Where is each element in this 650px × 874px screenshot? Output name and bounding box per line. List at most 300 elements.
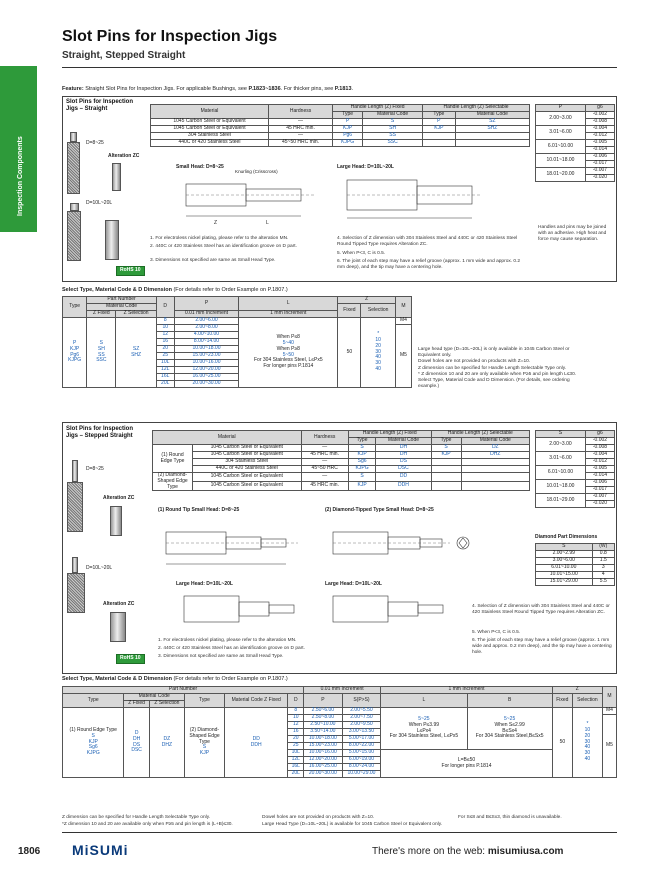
fixed-col-header: Handle Length (Z) Fixed (348, 431, 431, 438)
small-head-label: Small Head: D=8~25 (176, 164, 224, 170)
table-cell: -0.008 (585, 445, 614, 452)
m-cell: M5 (395, 325, 411, 388)
code-header: Material Code (455, 112, 529, 119)
section2-note-1: 1. For electroless nickel plating, please refer to the alteration MN. (158, 638, 297, 643)
col-material-code: Material Code (124, 694, 185, 701)
col-p: P (304, 694, 343, 708)
section2-d-small: D=8~25 (86, 466, 104, 472)
table-cell: 3.00~6.00 (536, 558, 593, 565)
s-cell: 2.00~7.50 (342, 715, 381, 722)
z-selection-cell: * 10 20 30 40 30 40 (361, 318, 395, 388)
section1-note-4: 4. Selection of Z dimension with 304 Stainless Steel and 440C or 420 Stainless Steel Round Tipped Type requires Alteration ZC. (337, 236, 518, 248)
round-tip-label: (1) Round Tip Small Head: D=8~25 (158, 507, 240, 513)
d-cell: 16L (156, 374, 174, 381)
sel1-note-1: Large head type (D=10L~20L) is only available in 1045 Carbon Steel or Equivalent only. (418, 347, 570, 359)
d-cell: 20 (288, 736, 304, 743)
section1-note-1: 1. For electroless nickel plating, please refer to the alteration MN. (150, 236, 289, 241)
p-cell: 15.00~23.00 (174, 353, 239, 360)
section2-material-table (152, 430, 530, 491)
table-cell: 45 HRC min. (268, 126, 332, 133)
material-code: DDH (376, 482, 431, 491)
z-selection-cell: * 10 20 30 40 30 40 (572, 708, 602, 778)
stepped-pin-alt (110, 506, 122, 536)
table-cell: -0.008 (585, 119, 614, 126)
footer-web-link[interactable]: misumiusa.com (487, 846, 564, 857)
col-part-number: Part Number (63, 687, 304, 694)
stepped-pin-small-handle (67, 482, 83, 532)
sel2-l: 5~25 When P≤3.99 L≤Px4 For 304 Stainless Steel, L≤Px5 (381, 708, 467, 750)
p-cell: 2.00~8.00 (174, 325, 239, 332)
table-cell (423, 140, 456, 147)
table-cell: 1045 Carbon Steel or Equivalent (193, 452, 302, 459)
col-b: B (467, 694, 552, 708)
feature-ref-thicker[interactable]: P.1813 (334, 86, 352, 92)
g6-note: Handles and pins may be joined with an adhesive. High heat and force may cause separation. (538, 225, 607, 243)
section1-note-5: 5. When P<3, C is 0.5. (337, 251, 386, 256)
col-l: L (239, 297, 338, 311)
d-cell: 12L (288, 757, 304, 764)
table-cell: 3.01~6.00 (536, 452, 586, 466)
sel1-note: (For details refer to Order Example on P.1807.) (173, 287, 288, 293)
p-cell: 20.00~30.00 (304, 771, 343, 778)
p-cell: 10.00~18.00 (174, 346, 239, 353)
type-code: Pg6 (333, 133, 363, 140)
sel2-title: Select Type, Material Code & D Dimension (62, 676, 172, 682)
material-code: DD (376, 473, 431, 482)
material-code: S (363, 119, 423, 126)
table-cell: 45 HRC min. (301, 482, 348, 491)
sel1-sel-codes: SZ SHZ (116, 318, 156, 388)
d-cell: 10L (156, 360, 174, 367)
p-cell: 10.00~16.00 (304, 750, 343, 757)
d-cell: 8 (288, 708, 304, 715)
pin-image-large-handle (67, 211, 81, 261)
s-cell: 2.00~5.50 (342, 708, 381, 715)
material-code: DZ (461, 445, 529, 452)
material-code: SHZ (455, 126, 529, 133)
section1-name: Slot Pins for Inspection Jigs – Straight (66, 99, 134, 112)
d-cell: 20L (156, 381, 174, 388)
page-subtitle: Straight, Stepped Straight (62, 50, 186, 61)
large-head-drawing (337, 172, 487, 227)
table-cell: -0.006 (585, 154, 614, 161)
d-cell: 20 (156, 346, 174, 353)
p-cell: 12.00~20.00 (174, 367, 239, 374)
type-code: KJP (423, 126, 456, 133)
table-cell: 10.01~18.00 (536, 480, 586, 494)
s-header: S (536, 544, 593, 551)
s-cell: 3.00~13.50 (342, 729, 381, 736)
sel2-note-5: For S≤8 and B≤Sx3, thin diamond is unavailable. (458, 815, 562, 820)
table-cell: 2.00~3.00 (536, 112, 586, 126)
material-code: DSC (376, 466, 431, 473)
table-cell: 1045 Carbon Steel or Equivalent (193, 482, 302, 491)
col-m: M (602, 687, 616, 708)
section2-alteration2: Alteration ZC (103, 601, 135, 607)
table-cell: 10.01~15.00 (536, 572, 593, 579)
side-tab (0, 66, 37, 232)
feature-label: Feature: (62, 86, 84, 92)
section2-note-4: 4. Selection of Z dimension with 304 Stainless Steel and 440C or 420 Stainless Steel Round Tipped Type requires Alteration ZC. (472, 604, 610, 616)
material-code: DH (376, 452, 431, 459)
p-cell: 10.00~18.00 (304, 736, 343, 743)
section2-name: Slot Pins for Inspection Jigs – Stepped Straight (66, 426, 134, 439)
p-cell: 16.00~25.00 (304, 764, 343, 771)
hardness-col-header: Hardness (268, 105, 332, 119)
pin-image-alt (112, 163, 121, 191)
col-z: Z (552, 687, 602, 694)
p-cell: 2.00~6.00 (174, 318, 239, 325)
feature-mid: . For thicker pins, see (280, 86, 334, 92)
material-code: SZ (455, 119, 529, 126)
table-cell: -0.017 (585, 487, 614, 494)
d-cell: 12L (156, 367, 174, 374)
p-cell: 16.00~25.00 (174, 374, 239, 381)
type-code: KJP (431, 452, 461, 459)
m-cell: M4 (395, 318, 411, 325)
type-code: P (333, 119, 363, 126)
footer-rule (62, 832, 617, 833)
misumi-logo: MiSUMi (72, 842, 129, 858)
s-cell: 8.00~22.00 (342, 743, 381, 750)
sel1-l-text: When P≤8 5~40 When P≥8 5~50 For 304 Stainless Steel, L≤Px5 For longer pins P.1814 (239, 318, 338, 388)
sel2-codes2: DD DDH (224, 708, 287, 778)
mat-col-header: Material (151, 105, 269, 119)
section2-note-2: 2. 440C or 420 Stainless Steel has an identification groove on D part. (158, 646, 305, 651)
type-code: P (423, 119, 456, 126)
col-type: Type (63, 694, 124, 708)
p-cell: 3.50~14.00 (304, 729, 343, 736)
table-cell: 1.5 (592, 558, 614, 565)
section1-material-table (150, 104, 530, 147)
col-zsel: Z Selection (116, 311, 156, 318)
code-header: Material Code (461, 438, 529, 445)
large-head-label-round: Large Head: D=10L~20L (176, 581, 233, 587)
table-cell: 45 HRC min. (301, 452, 348, 459)
d-cell: 10 (288, 715, 304, 722)
sel2-lb-merged: L=B≤50 For longer pins P.1814 (381, 750, 552, 778)
footer-web (372, 846, 563, 858)
d-cell: 25 (156, 353, 174, 360)
s-cell: 6.00~19.00 (342, 757, 381, 764)
section2-note-3: 3. Dimensions not specified are same as Small Head Type. (158, 654, 284, 659)
sel1-note-3: Z dimension can be specified for Handle Length Selectable Type only. (418, 365, 567, 371)
sel1-note-5: Select Type, Material Code and D Dimension. (For details, see ordering example.) (418, 378, 570, 390)
table-cell: 6.01~10.00 (536, 140, 586, 154)
table-cell (423, 133, 456, 140)
table-cell: 3 (592, 565, 614, 572)
type-header: Type (423, 112, 456, 119)
sel2-codes1: D DH DS DSC (124, 708, 149, 778)
type-code: Sg6 (348, 459, 376, 466)
table-cell: 1045 Carbon Steel or Equivalent (193, 473, 302, 482)
section1-d-large: D=10L~20L (86, 200, 113, 206)
table-cell: -0.012 (585, 459, 614, 466)
sel2-note-1: Z dimension can be specified for Handle Length Selectable Type only. (62, 815, 211, 820)
p-cell: 2.50~10.00 (304, 722, 343, 729)
small-head-drawing (176, 172, 326, 227)
sel1-types: P KJP Pg6 KJPG (63, 318, 87, 388)
col-type: Type (184, 694, 224, 708)
table-cell: 15.01~29.00 (536, 579, 593, 586)
sel2-types2: (2) Diamond-Shaped Edge Type S KJP (184, 708, 224, 778)
table-cell: -0.006 (585, 480, 614, 487)
s-cell: 5.00~17.00 (342, 736, 381, 743)
table-cell: -0.020 (585, 175, 614, 182)
col-l: L (381, 694, 467, 708)
type-header: Type (348, 438, 376, 445)
s-header: S (536, 431, 586, 438)
col-zsel: Z Selection (149, 701, 184, 708)
type-header: Type (333, 112, 363, 119)
table-cell: -0.002 (585, 438, 614, 445)
title-rule (62, 67, 617, 68)
col-type: Type (63, 297, 87, 318)
table-cell: 440C or 420 Stainless Steel (193, 466, 302, 473)
p-cell: 15.00~23.00 (304, 743, 343, 750)
side-tab-label: Inspection Components (17, 136, 24, 216)
type-code: S (348, 473, 376, 482)
g6-header: g6 (585, 105, 614, 112)
table-cell: -0.007 (585, 494, 614, 501)
fixed-col-header: Handle Length (Z) Fixed (333, 105, 423, 112)
table-cell: 18.01~20.00 (536, 168, 586, 182)
pin-image-small (70, 132, 77, 142)
section2-alteration: Alteration ZC (103, 495, 135, 501)
pin-image-alt2 (105, 220, 119, 260)
d-cell: 8 (156, 318, 174, 325)
col-p: P (174, 297, 239, 311)
col-001: 0.01 mm Increment (304, 687, 381, 694)
col-material-code: Material Code (87, 304, 156, 311)
svg-text:L: L (266, 220, 269, 226)
p-cell: 2.50~6.00 (304, 708, 343, 715)
g6-header: g6 (585, 431, 614, 438)
p-cell: 4.00~10.00 (174, 332, 239, 339)
selectable-col-header: Handle Length (Z) Selectable (431, 431, 529, 438)
type-code: KJP (348, 452, 376, 459)
material-code: SSC (363, 140, 423, 147)
section1-g6-table (535, 104, 615, 182)
pin-image-large (70, 203, 79, 211)
type-code: KJPG (348, 466, 376, 473)
p-cell: 12.00~20.00 (304, 757, 343, 764)
col-p-inc: 0.01 mm Increment (174, 311, 239, 318)
type-code: KJP (348, 482, 376, 491)
mat-col-header: Material (153, 431, 302, 445)
col-material-code-zfixed: Material Code Z Fixed (224, 694, 287, 708)
pin-image-small-handle (67, 142, 80, 194)
col-s: S(P>S) (342, 694, 381, 708)
type-header: Type (431, 438, 461, 445)
feature-end: . (351, 86, 354, 92)
table-cell: — (301, 473, 348, 482)
sel2-head (62, 676, 288, 682)
section1-note-2: 2. 440C or 420 Stainless Steel has an identification groove on D part. (150, 244, 297, 249)
s-cell: 8.00~24.00 (342, 764, 381, 771)
w-header: (W) (592, 544, 614, 551)
d-cell: 12 (156, 332, 174, 339)
table-cell (455, 133, 529, 140)
section1-alteration: Alteration ZC (108, 153, 140, 159)
table-cell: — (301, 459, 348, 466)
round-tip-drawing (158, 522, 308, 572)
table-cell: -0.014 (585, 147, 614, 154)
p-header: P (536, 105, 586, 112)
edge-type-label: (1) Round Edge Type (153, 445, 193, 473)
sel1-table (62, 296, 412, 388)
rohs-badge: RoHS 10 (116, 266, 145, 276)
page-title: Slot Pins for Inspection Jigs (62, 28, 278, 45)
table-cell: 0.8 (592, 551, 614, 558)
edge-type-label: (2) Diamond-Shaped Edge Type (153, 473, 193, 491)
m-cell: M5 (602, 715, 616, 778)
col-zfixed: Z Fixed (124, 701, 149, 708)
col-z-selection: Selection (572, 694, 602, 708)
table-cell: -0.004 (585, 126, 614, 133)
section1-note-3: 3. Dimensions not specified are same as Small Head Type. (150, 258, 276, 263)
m-cell: M4 (602, 708, 616, 715)
section1-d-small: D=8~25 (86, 140, 104, 146)
d-cell: 10L (288, 750, 304, 757)
table-cell: — (268, 119, 332, 126)
sel2-note-4: Large Head Type (D=10L~20L) is available for 1045 Carbon Steel or Equivalent only. (262, 822, 443, 827)
section2-g6-table (535, 430, 615, 508)
diamond-tip-drawing (325, 522, 475, 572)
d-cell: 16 (156, 339, 174, 346)
table-cell: — (301, 445, 348, 452)
table-cell: -0.004 (585, 452, 614, 459)
d-cell: 12 (288, 722, 304, 729)
large-head-diamond-drawing (325, 590, 455, 630)
col-d: D (156, 297, 174, 318)
sel2-note-2: *Z dimension 10 and 20 are available only when P≥5 and pin length is (L+B)≤30. (62, 822, 233, 827)
col-1mm: 1 mm Increment (381, 687, 552, 694)
table-cell: 6.01~10.00 (536, 466, 586, 480)
feature-line (62, 86, 622, 92)
table-cell: -0.020 (585, 501, 614, 508)
feature-ref-bushings[interactable]: P.1823~1836 (248, 86, 281, 92)
sel2-note: (For details refer to Order Example on P.1807.) (173, 676, 288, 682)
stepped-pin-large (72, 557, 78, 573)
material-code: DS (376, 459, 431, 466)
type-code: S (431, 445, 461, 452)
d-cell: 25 (288, 743, 304, 750)
type-code: KJP (333, 126, 363, 133)
table-cell: 1045 Carbon Steel or Equivalent (151, 119, 269, 126)
large-head-label-diamond: Large Head: D=10L~20L (325, 581, 382, 587)
table-row (151, 140, 530, 147)
col-d: D (288, 694, 304, 708)
table-cell: 304 Stainless Steel (193, 459, 302, 466)
table-cell: -0.007 (585, 168, 614, 175)
p-cell: 2.50~8.00 (304, 715, 343, 722)
type-code: S (348, 445, 376, 452)
diamond-dims-table (535, 543, 615, 586)
table-cell: -0.005 (585, 140, 614, 147)
table-cell: -0.002 (585, 112, 614, 119)
col-z-fixed: Fixed (338, 304, 361, 318)
table-cell: -0.017 (585, 161, 614, 168)
sel1-fixed-codes: S SH SS SSC (87, 318, 116, 388)
d-cell: 20L (288, 771, 304, 778)
sel1-note-4: * Z dimension 10 and 20 are only available when P≥5 and pin length L≤30. (418, 371, 577, 377)
footer-web-text: There's more on the web: (372, 846, 486, 857)
table-cell: — (268, 133, 332, 140)
sel1-title: Select Type, Material Code & D Dimension (62, 287, 172, 293)
type-code: KJPG (333, 140, 363, 147)
stepped-pin-small (72, 460, 78, 482)
table-cell: 440C or 420 Stainless Steel (151, 140, 269, 147)
sel1-notes (418, 347, 588, 391)
table-cell: 18.01~29.00 (536, 494, 586, 508)
sel1-head (62, 287, 288, 293)
table-cell: -0.012 (585, 133, 614, 140)
s-cell: 5.00~15.00 (342, 750, 381, 757)
knurl-label: Knurling (Crisscross) (235, 169, 278, 174)
table-cell: 10.01~18.00 (536, 154, 586, 168)
hardness-col-header: Hardness (301, 431, 348, 445)
table-cell: 304 Stainless Steel (151, 133, 269, 140)
section1-note-6: 6. The joint of each step may have a relief groove (approx. 1 mm wide and approx. 0.2 mm deep), and the tip may have a centering hole. (337, 259, 521, 271)
feature-text: Straight Slot Pins for Inspection Jigs. For applicable Bushings, see (85, 86, 247, 92)
section2-note-6: 6. The joint of each step may have a relief groove (approx. 1 mm wide and approx. 0.2 mm deep), and the tip may have a centering hole. (472, 638, 612, 656)
material-code: DH (376, 445, 431, 452)
sel2-table (62, 686, 617, 778)
col-z-fixed: Fixed (552, 694, 572, 708)
col-part-number: Part Number (87, 297, 156, 304)
p-cell: 8.00~14.00 (174, 339, 239, 346)
p-cell: 10.00~16.00 (174, 360, 239, 367)
rohs-badge-2: RoHS 10 (116, 654, 145, 664)
code-header: Material Code (363, 112, 423, 119)
col-z-selection: Selection (361, 304, 395, 318)
table-cell: 45~50 HRC min. (268, 140, 332, 147)
p-cell: 20.00~30.00 (174, 381, 239, 388)
large-head-round-drawing (176, 590, 306, 630)
diamond-tip-label: (2) Diamond-Tipped Type Small Head: D=8~25 (325, 507, 434, 513)
stepped-pin-large-handle (67, 573, 85, 613)
section2-note-5: 5. When P<3, C is 0.5. (472, 630, 521, 635)
table-cell: 45~50 HRC (301, 466, 348, 473)
col-l-inc: 1 mm Increment (239, 311, 338, 318)
section2-d-large: D=10L~20L (86, 565, 113, 571)
material-code: SS (363, 133, 423, 140)
sel1-note-2: Dowel holes are not provided on products with Z=10. (418, 359, 531, 365)
s-cell: 2.00~9.50 (342, 722, 381, 729)
code-header: Material Code (376, 438, 431, 445)
table-cell: 1045 Carbon Steel or Equivalent (151, 126, 269, 133)
selectable-col-header: Handle Length (Z) Selectable (423, 105, 530, 112)
col-zfixed: Z Fixed (87, 311, 116, 318)
table-cell: -0.005 (585, 466, 614, 473)
material-code: DHZ (461, 452, 529, 459)
table-cell: 2.00~2.99 (536, 551, 593, 558)
z-fixed-cell: 50 (552, 708, 572, 778)
table-cell: 2.00~3.00 (536, 438, 586, 452)
stepped-pin-alt2 (110, 612, 126, 642)
svg-text:Z: Z (214, 220, 218, 226)
d-cell: 16L (288, 764, 304, 771)
sel2-sel1: DZ DHZ (149, 708, 184, 778)
table-cell: 1045 Carbon Steel or Equivalent (193, 445, 302, 452)
col-m: M (395, 297, 411, 318)
page-number: 1806 (18, 846, 41, 857)
table-cell: 6.01~10.00 (536, 565, 593, 572)
table-cell (455, 140, 529, 147)
d-cell: 16 (288, 729, 304, 736)
sel2-b: 5~25 When S≤2.99 B≤Sx4 For 304 Stainless Steel,B≤Sx5 (467, 708, 552, 750)
